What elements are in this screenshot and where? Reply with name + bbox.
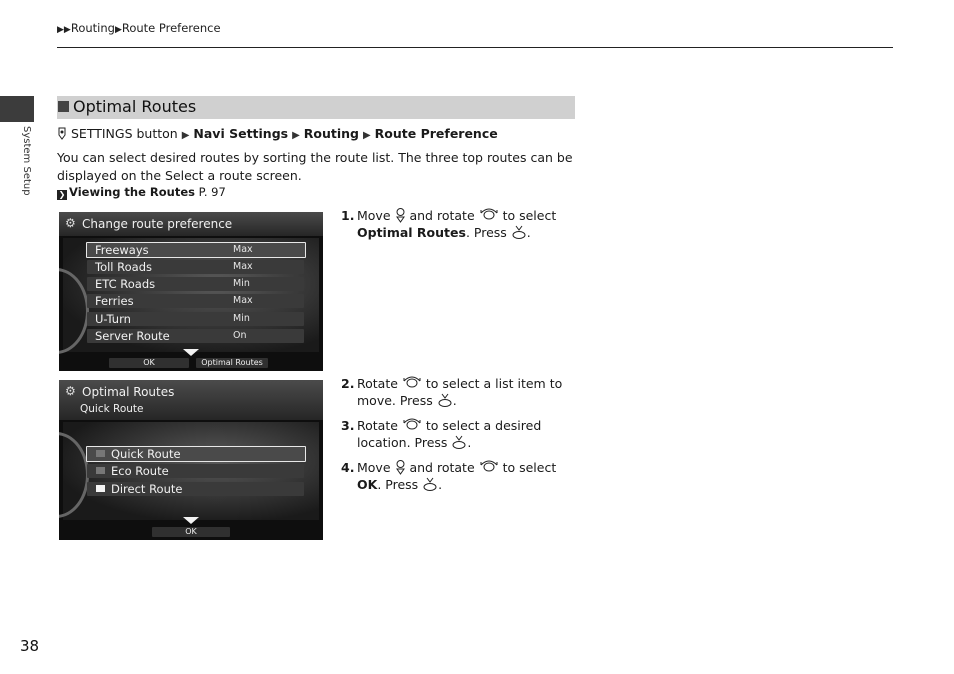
step-2 bbox=[341, 375, 571, 415]
breadcrumb bbox=[57, 21, 221, 35]
reference-page[interactable]: P. 97 bbox=[198, 185, 226, 199]
list-item-label: ETC Roads bbox=[95, 277, 156, 291]
description-text: You can select desired routes by sorting the route list. The three top routes can be displayed on the bbox=[57, 150, 573, 183]
screen-header bbox=[59, 380, 323, 420]
list-item-label: Freeways bbox=[95, 243, 149, 257]
step-text-part: and rotate bbox=[405, 208, 479, 223]
list-item-value: Min bbox=[233, 313, 250, 324]
breadcrumb-routing[interactable]: Routing bbox=[70, 21, 115, 35]
list-item-label: Toll Roads bbox=[95, 260, 153, 274]
reference-arrow-icon: ❯ bbox=[58, 190, 66, 199]
step-target-optimal-routes: Optimal Routes bbox=[357, 225, 466, 240]
list-item-label: Quick Route bbox=[111, 447, 181, 461]
list-item-label: Eco Route bbox=[111, 464, 169, 478]
list-item[interactable] bbox=[87, 294, 304, 308]
step-text bbox=[357, 207, 567, 241]
step-text-part: . Press bbox=[465, 225, 511, 240]
settings-button-icon bbox=[57, 127, 67, 140]
list-item-value: On bbox=[233, 330, 247, 341]
step-text-part: . bbox=[452, 393, 457, 408]
list-item-label: U-Turn bbox=[95, 312, 131, 326]
list-item-label: Ferries bbox=[95, 294, 134, 308]
list-item-label: Direct Route bbox=[111, 482, 183, 496]
interface-dial-press-icon bbox=[422, 476, 438, 492]
breadcrumb-arrows: ▶▶ bbox=[57, 25, 71, 35]
reference-title[interactable]: Viewing the Routes bbox=[69, 185, 196, 199]
step-target-ok: OK bbox=[357, 477, 378, 492]
step-text-part: . bbox=[526, 225, 531, 240]
list-item[interactable] bbox=[87, 312, 304, 326]
scroll-down-icon[interactable] bbox=[183, 349, 199, 356]
ok-button[interactable]: OK bbox=[109, 358, 189, 368]
interface-dial-press-icon bbox=[437, 392, 453, 408]
screen-title: Change route preference bbox=[82, 217, 233, 231]
ok-button[interactable]: OK bbox=[152, 527, 230, 537]
list-item[interactable] bbox=[86, 242, 306, 258]
step-4 bbox=[341, 459, 571, 499]
cross-reference[interactable] bbox=[57, 185, 226, 200]
optimal-routes-button[interactable]: Optimal Routes bbox=[196, 358, 268, 368]
list-item-value: Max bbox=[233, 295, 253, 306]
list-item-value: Min bbox=[233, 278, 250, 289]
route-checkbox[interactable] bbox=[96, 485, 105, 492]
settings-button-label: SETTINGS button bbox=[70, 126, 178, 141]
list-item[interactable] bbox=[86, 446, 306, 462]
list-item[interactable] bbox=[87, 464, 304, 478]
step-text-part: to select bbox=[498, 460, 557, 475]
interface-dial-rotate-icon bbox=[402, 417, 422, 433]
step-number: 4. bbox=[341, 460, 355, 475]
step-text-part: . bbox=[467, 435, 472, 450]
section-square-icon bbox=[58, 101, 69, 112]
route-preference-screen bbox=[59, 212, 323, 371]
path-route-preference: Route Preference bbox=[374, 126, 498, 141]
step-text-part: . bbox=[438, 477, 443, 492]
interface-dial-press-icon bbox=[511, 224, 527, 240]
list-item-value: Max bbox=[233, 244, 253, 255]
step-number: 2. bbox=[341, 376, 355, 391]
path-routing: Routing bbox=[303, 126, 359, 141]
list-item[interactable] bbox=[87, 260, 304, 274]
step-text-part: Move bbox=[357, 460, 395, 475]
optimal-routes-list bbox=[63, 422, 319, 520]
scroll-down-icon[interactable] bbox=[183, 517, 199, 524]
section-title: Optimal Routes bbox=[73, 97, 197, 116]
path-arrow: ▶ bbox=[292, 130, 300, 141]
breadcrumb-arrow: ▶ bbox=[114, 25, 122, 35]
list-item-value: Max bbox=[233, 261, 253, 272]
page-number: 38 bbox=[20, 637, 40, 655]
dial-arc bbox=[59, 268, 89, 354]
step-text-part: Move bbox=[357, 208, 395, 223]
step-text bbox=[357, 375, 567, 409]
step-text-part: to select a list item to move. Press bbox=[357, 376, 563, 408]
breadcrumb-route-preference[interactable]: Route Preference bbox=[121, 21, 221, 35]
interface-dial-rotate-icon bbox=[479, 207, 499, 223]
step-text-part: and rotate bbox=[405, 460, 479, 475]
header-rule bbox=[57, 47, 893, 48]
step-text-part: Rotate bbox=[357, 376, 402, 391]
list-item[interactable] bbox=[87, 482, 304, 496]
optimal-routes-screen bbox=[59, 380, 323, 540]
section-heading bbox=[57, 96, 575, 119]
navigation-path bbox=[57, 126, 498, 141]
interface-dial-rotate-icon bbox=[402, 375, 422, 391]
list-item[interactable] bbox=[87, 329, 304, 343]
dial-arc bbox=[59, 432, 89, 518]
step-text-part: . Press bbox=[377, 477, 423, 492]
interface-dial-rotate-icon bbox=[479, 459, 499, 475]
preference-list bbox=[63, 238, 319, 352]
chapter-label: System Setup bbox=[21, 126, 32, 196]
path-navi-settings: Navi Settings bbox=[193, 126, 289, 141]
step-number: 1. bbox=[341, 208, 355, 223]
step-text bbox=[357, 417, 567, 451]
route-checkbox[interactable] bbox=[96, 467, 105, 474]
path-arrow: ▶ bbox=[181, 130, 190, 141]
description-text-end: screen. bbox=[252, 168, 302, 183]
chapter-tab bbox=[0, 96, 34, 122]
list-item-label: Server Route bbox=[95, 329, 170, 343]
step-text-part: to select a desired location. Press bbox=[357, 418, 542, 450]
screen-title: Optimal Routes bbox=[82, 385, 175, 399]
step-1 bbox=[341, 207, 571, 247]
interface-dial-press-icon bbox=[451, 434, 467, 450]
step-text bbox=[357, 459, 567, 493]
list-item[interactable] bbox=[87, 277, 304, 291]
interface-dial-move-icon bbox=[395, 459, 406, 475]
step-text-part: to select bbox=[498, 208, 557, 223]
description bbox=[57, 149, 577, 185]
step-text-part: Rotate bbox=[357, 418, 402, 433]
screen-header bbox=[59, 212, 323, 236]
gear-icon: ⚙ bbox=[65, 384, 76, 398]
gear-icon: ⚙ bbox=[65, 216, 76, 230]
description-screen-name: Select a route bbox=[165, 168, 253, 183]
screen-subtitle: Quick Route bbox=[80, 403, 144, 415]
step-3 bbox=[341, 417, 571, 457]
route-checkbox[interactable] bbox=[96, 450, 105, 457]
step-number: 3. bbox=[341, 418, 355, 433]
path-arrow: ▶ bbox=[362, 130, 371, 141]
interface-dial-move-icon bbox=[395, 207, 406, 223]
